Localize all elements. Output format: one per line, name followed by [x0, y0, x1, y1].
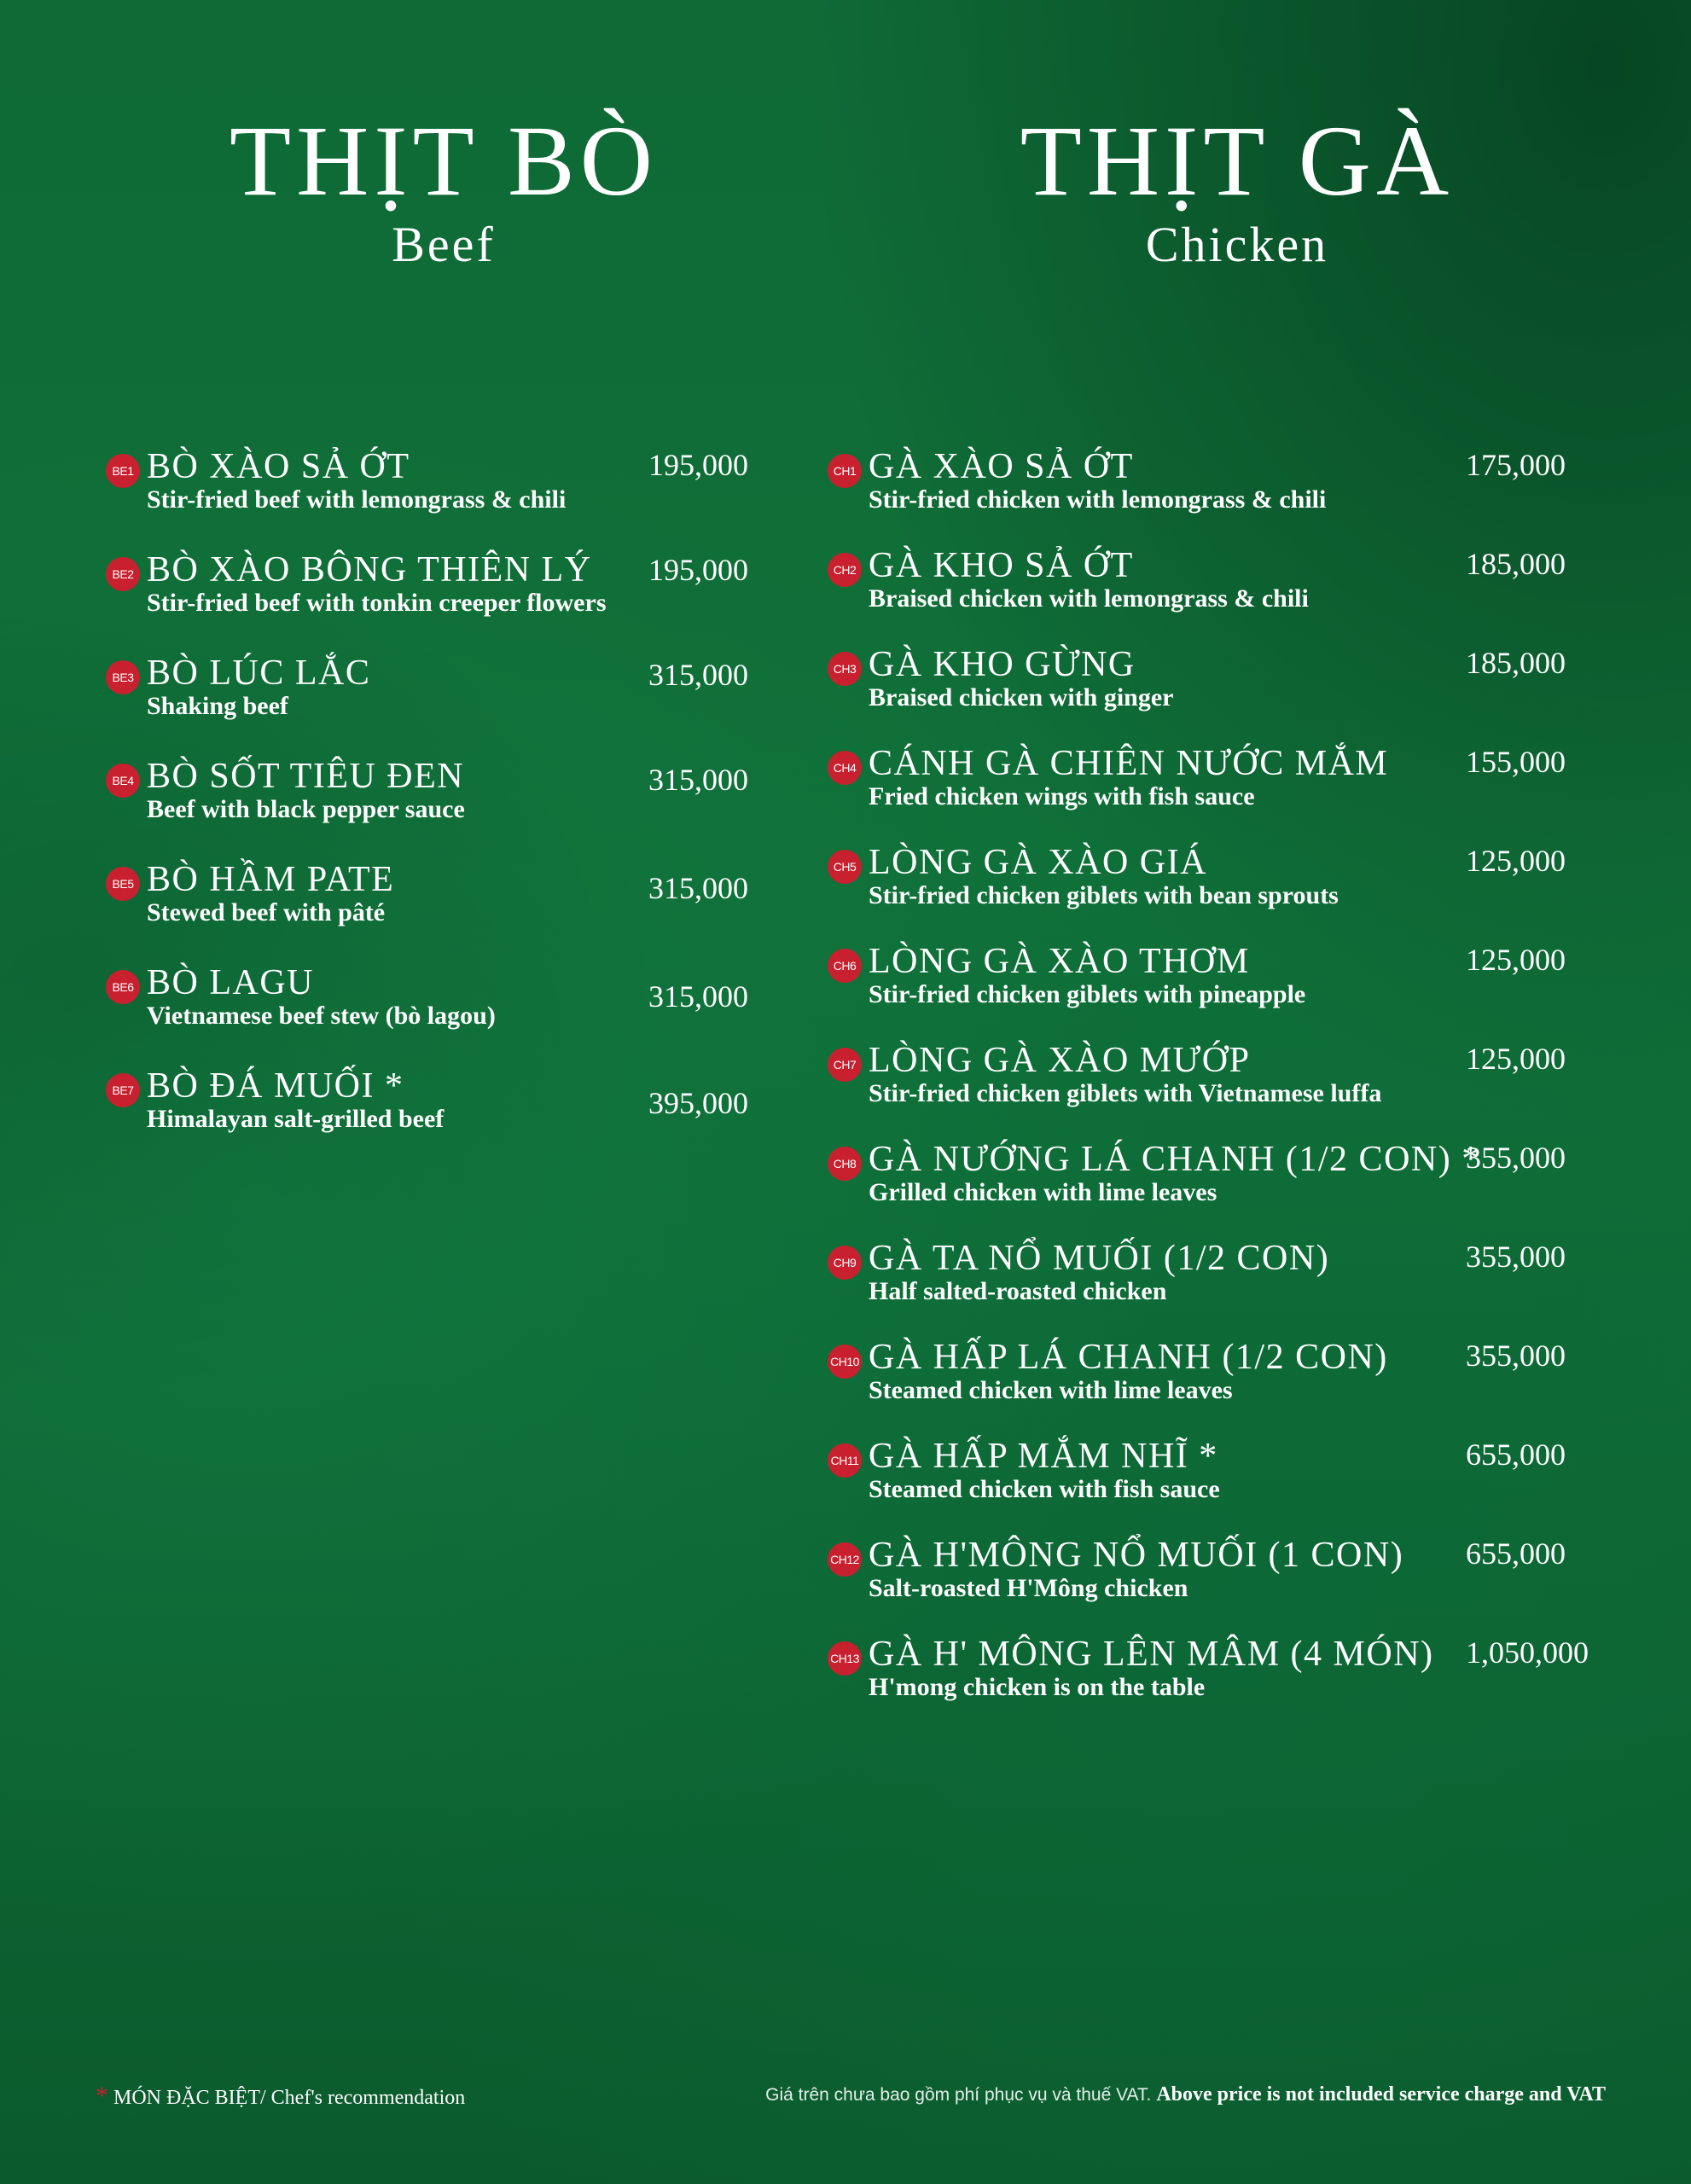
item-name: LÒNG GÀ XÀO GIÁ: [869, 843, 1207, 882]
item-description: H'mong chicken is on the table: [869, 1673, 1206, 1701]
item-price: 355,000: [1466, 1339, 1566, 1373]
item-code-badge: CH10: [828, 1345, 862, 1379]
item-code-badge: CH2: [828, 553, 862, 587]
item-price: 1,050,000: [1466, 1635, 1589, 1670]
item-name: BÒ LÚC LẮC: [147, 653, 371, 693]
beef-section-heading: [213, 105, 674, 272]
item-price: 655,000: [1466, 1438, 1566, 1472]
star-icon: *: [96, 2082, 108, 2110]
item-name: BÒ XÀO BÔNG THIÊN LÝ: [147, 550, 592, 590]
item-description: Stir-fried beef with lemongrass & chili: [147, 485, 567, 514]
item-description: Shaking beef: [147, 692, 288, 720]
item-code-badge: CH3: [828, 652, 862, 686]
item-name: BÒ SỐT TIÊU ĐEN: [147, 757, 465, 796]
item-code-badge: CH4: [828, 751, 862, 785]
item-description: Half salted-roasted chicken: [869, 1277, 1167, 1305]
item-code-badge: CH6: [828, 949, 862, 983]
item-price: 125,000: [1466, 844, 1566, 878]
item-name: BÒ XÀO SẢ ỚT: [147, 447, 410, 486]
chef-recommendation-note: [96, 2082, 465, 2111]
item-code-badge: BE7: [106, 1073, 140, 1107]
item-code-badge: CH5: [828, 850, 862, 884]
item-description: Himalayan salt-grilled beef: [147, 1105, 445, 1133]
item-name: GÀ TA NỔ MUỐI (1/2 CON): [869, 1239, 1330, 1278]
chicken-title-en: Chicken: [1145, 217, 1329, 272]
item-code-badge: BE5: [106, 867, 140, 901]
item-price: 315,000: [648, 763, 748, 797]
item-price: 395,000: [648, 1086, 748, 1120]
item-description: Steamed chicken with fish sauce: [869, 1475, 1220, 1503]
item-name: GÀ XÀO SẢ ỚT: [869, 447, 1134, 486]
item-price: 355,000: [1466, 1240, 1566, 1274]
item-description: Steamed chicken with lime leaves: [869, 1376, 1233, 1404]
item-price: 185,000: [1466, 547, 1566, 581]
item-description: Stir-fried chicken giblets with Vietnamese luffa: [869, 1079, 1382, 1107]
item-name: GÀ KHO SẢ ỚT: [869, 546, 1134, 585]
item-price: 355,000: [1466, 1141, 1566, 1175]
item-name: GÀ HẤP MẮM NHĨ *: [869, 1437, 1218, 1476]
item-code-badge: BE4: [106, 764, 140, 798]
chicken-section-heading: [998, 105, 1476, 272]
item-description: Grilled chicken with lime leaves: [869, 1178, 1217, 1206]
beef-title-vn: THỊT BÒ: [230, 105, 658, 217]
item-price: 155,000: [1466, 745, 1566, 779]
item-description: Stir-fried chicken with lemongrass & chili: [869, 485, 1327, 514]
item-name: LÒNG GÀ XÀO THƠM: [869, 942, 1250, 981]
item-code-badge: CH11: [828, 1443, 862, 1478]
item-code-badge: CH7: [828, 1048, 862, 1082]
item-code-badge: CH12: [828, 1542, 862, 1577]
item-name: GÀ HẤP LÁ CHANH (1/2 CON): [869, 1338, 1388, 1377]
item-code-badge: CH8: [828, 1147, 862, 1181]
item-code-badge: CH9: [828, 1246, 862, 1280]
item-name: GÀ H'MÔNG NỔ MUỐI (1 CON): [869, 1536, 1404, 1575]
item-code-badge: CH13: [828, 1641, 862, 1676]
item-name: CÁNH GÀ CHIÊN NƯỚC MẮM: [869, 744, 1389, 783]
beef-title-en: Beef: [392, 217, 496, 272]
vat-disclaimer-en: Above price is not included service charge and VAT: [1156, 2083, 1606, 2106]
special-dish-label-en: Chef's recommendation: [265, 2087, 466, 2109]
item-price: 655,000: [1466, 1536, 1566, 1571]
item-price: 125,000: [1466, 1042, 1566, 1076]
item-price: 315,000: [648, 871, 748, 905]
item-price: 125,000: [1466, 943, 1566, 977]
item-description: Salt-roasted H'Mông chicken: [869, 1574, 1188, 1602]
vat-disclaimer: [765, 2083, 1606, 2106]
item-name: GÀ NƯỚNG LÁ CHANH (1/2 CON) *: [869, 1140, 1481, 1179]
item-code-badge: BE3: [106, 660, 140, 694]
item-price: 315,000: [648, 979, 748, 1014]
item-name: BÒ ĐÁ MUỐI *: [147, 1066, 404, 1106]
special-dish-label-vn: MÓN ĐẶC BIỆT/: [113, 2087, 266, 2109]
item-name: BÒ HẦM PATE: [147, 860, 395, 899]
item-name: LÒNG GÀ XÀO MƯỚP: [869, 1041, 1251, 1080]
item-code-badge: BE2: [106, 557, 140, 591]
item-name: GÀ KHO GỪNG: [869, 645, 1136, 684]
item-name: BÒ LAGU: [147, 963, 314, 1002]
item-code-badge: CH1: [828, 454, 862, 488]
item-description: Stewed beef with pâté: [147, 898, 386, 926]
item-price: 185,000: [1466, 646, 1566, 680]
item-price: 195,000: [648, 553, 748, 587]
item-price: 315,000: [648, 658, 748, 692]
item-description: Fried chicken wings with fish sauce: [869, 782, 1255, 810]
item-description: Beef with black pepper sauce: [147, 795, 465, 823]
chicken-title-vn: THỊT GÀ: [1020, 105, 1455, 217]
vat-disclaimer-vn: Giá trên chưa bao gồm phí phục vụ và thuế VAT.: [765, 2085, 1152, 2105]
item-description: Vietnamese beef stew (bò lagou): [147, 1002, 496, 1030]
item-description: Stir-fried chicken giblets with bean sprouts: [869, 881, 1339, 909]
item-description: Braised chicken with ginger: [869, 683, 1174, 712]
item-price: 175,000: [1466, 448, 1566, 482]
item-description: Braised chicken with lemongrass & chili: [869, 584, 1309, 613]
item-price: 195,000: [648, 448, 748, 482]
item-description: Stir-fried chicken giblets with pineapple: [869, 980, 1306, 1008]
item-code-badge: BE6: [106, 970, 140, 1004]
item-description: Stir-fried beef with tonkin creeper flowers: [147, 589, 607, 617]
item-name: GÀ H' MÔNG LÊN MÂM (4 MÓN): [869, 1635, 1434, 1674]
item-code-badge: BE1: [106, 454, 140, 488]
